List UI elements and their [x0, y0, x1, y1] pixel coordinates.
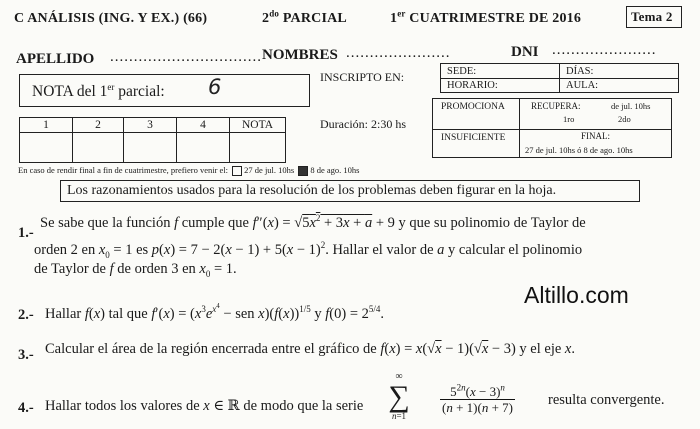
- duracion-label: Duración: 2:30 hs: [320, 117, 406, 131]
- problem-4-text-end: resulta convergente.: [548, 392, 665, 408]
- tema-label: Tema 2: [631, 9, 673, 24]
- nota-primer-parcial-box: [19, 74, 310, 107]
- grades-header-2: 2: [73, 118, 124, 133]
- grade-cell-1[interactable]: [20, 133, 73, 163]
- insuficiente-label: INSUFICIENTE: [441, 133, 506, 143]
- promociona-label: PROMOCIONA: [441, 102, 505, 112]
- grade-cell-4[interactable]: [177, 133, 230, 163]
- problem-1-number: 1.-: [18, 225, 34, 241]
- grades-header-nota: NOTA: [230, 118, 286, 133]
- option-8-ago-label: 8 de ago. 10hs: [310, 165, 360, 175]
- exam-title: $2^{do}$ PARCIAL: [262, 8, 347, 26]
- apellido-label: APELLIDO: [16, 51, 95, 67]
- grades-header-4: 4: [177, 118, 230, 133]
- tema-box: [626, 6, 682, 28]
- grade-cell-3[interactable]: [124, 133, 177, 163]
- recupera-label: RECUPERA:: [531, 101, 581, 111]
- nota-primer-parcial-value: 6: [208, 75, 222, 99]
- nombres-label: NOMBRES: [262, 47, 338, 63]
- problem-4-term: $\frac{5^{2n}(x - 3)^n}{(n + 1)(n + 7)}$: [442, 382, 514, 415]
- grades-header-1: 1: [20, 118, 73, 133]
- problem-4-text-start: Hallar todos los valores de x ∈ ℝ de modo que la serie: [45, 398, 364, 414]
- inscripto-label: INSCRIPTO EN:: [320, 70, 405, 84]
- option-8-ago-checkbox[interactable]: [298, 166, 308, 176]
- period-title: 1er CUATRIMESTRE DE 2016: [390, 8, 582, 26]
- aula-label: AULA:: [566, 80, 599, 91]
- problem-3-number: 3.-: [18, 347, 34, 363]
- horario-label: HORARIO:: [447, 80, 498, 91]
- sede-label: SEDE:: [447, 66, 477, 77]
- grade-cell-nota[interactable]: [230, 133, 286, 163]
- problem-3-text: Calcular el área de la región encerrada entre el gráfico de f(x) = x(√x − 1)(√x − 3) y el eje x.: [45, 341, 575, 357]
- dias-label: DÍAS:: [566, 66, 594, 77]
- final-dates: 27 de jul. 10hs ó 8 de ago. 10hs: [525, 145, 633, 155]
- recupera-second: 2do: [618, 114, 631, 124]
- altillo-logo: Altillo.com: [524, 282, 629, 308]
- problem-4-number: 4.-: [18, 400, 34, 416]
- problem-1-line-3: de Taylor de f de orden 3 en $x_0 = 1$.: [34, 261, 237, 279]
- option-27-jul-checkbox[interactable]: [232, 166, 242, 176]
- nombres-dots: ......................: [346, 45, 451, 61]
- problem-2-number: 2.-: [18, 307, 34, 323]
- grade-cell-2[interactable]: [73, 133, 124, 163]
- instruction-text: Los razonamientos usados para la resolución de los problemas deben figurar en la hoja.: [67, 183, 557, 198]
- nota-primer-parcial-label: NOTA del 1er parcial:: [32, 81, 165, 100]
- final-preference-note: En caso de rendir final a fin de cuatrimestre, prefiero venir el: 27 de jul. 10hs 8 de ago. 10hs: [18, 165, 360, 175]
- course-title: C ANÁLISIS (ING. Y EX.) (66): [14, 11, 208, 26]
- dni-label: DNI: [511, 44, 539, 60]
- recupera-first: 1ro: [563, 114, 575, 124]
- recupera-date: de jul. 10hs: [611, 101, 651, 111]
- dni-dots: ......................: [552, 42, 657, 58]
- final-label: FINAL:: [581, 131, 610, 141]
- instruction-box: [60, 180, 640, 202]
- status-box: [432, 98, 672, 158]
- option-27-jul-label: 27 de jul. 10hs: [244, 165, 295, 175]
- apellido-dots: ................................: [110, 49, 262, 65]
- problem-2-text: Hallar f(x) tal que $f'(x) = (x^3e^{x^4}$ − sen $x)(f(x))^{1/5}$ y $f(0) = 2^{5/4}$.: [45, 302, 385, 322]
- problem-4-sum: ∞ ∑ n=1: [388, 371, 410, 421]
- grades-table: [19, 117, 286, 163]
- problem-1-line-2: orden 2 en $x_0 = 1$ es $p(x) = 7 - 2(x - 1) + 5(x - 1)^2$. Hallar el valor de a y calcular el polinomio: [34, 240, 583, 260]
- problem-1-line-1: Se sabe que la función f cumple que $f''(x) = √5x^2 + 3x + a + 9$ y que su polinomio de Taylor de: [40, 213, 586, 231]
- sede-box: [440, 63, 679, 93]
- grades-header-3: 3: [124, 118, 177, 133]
